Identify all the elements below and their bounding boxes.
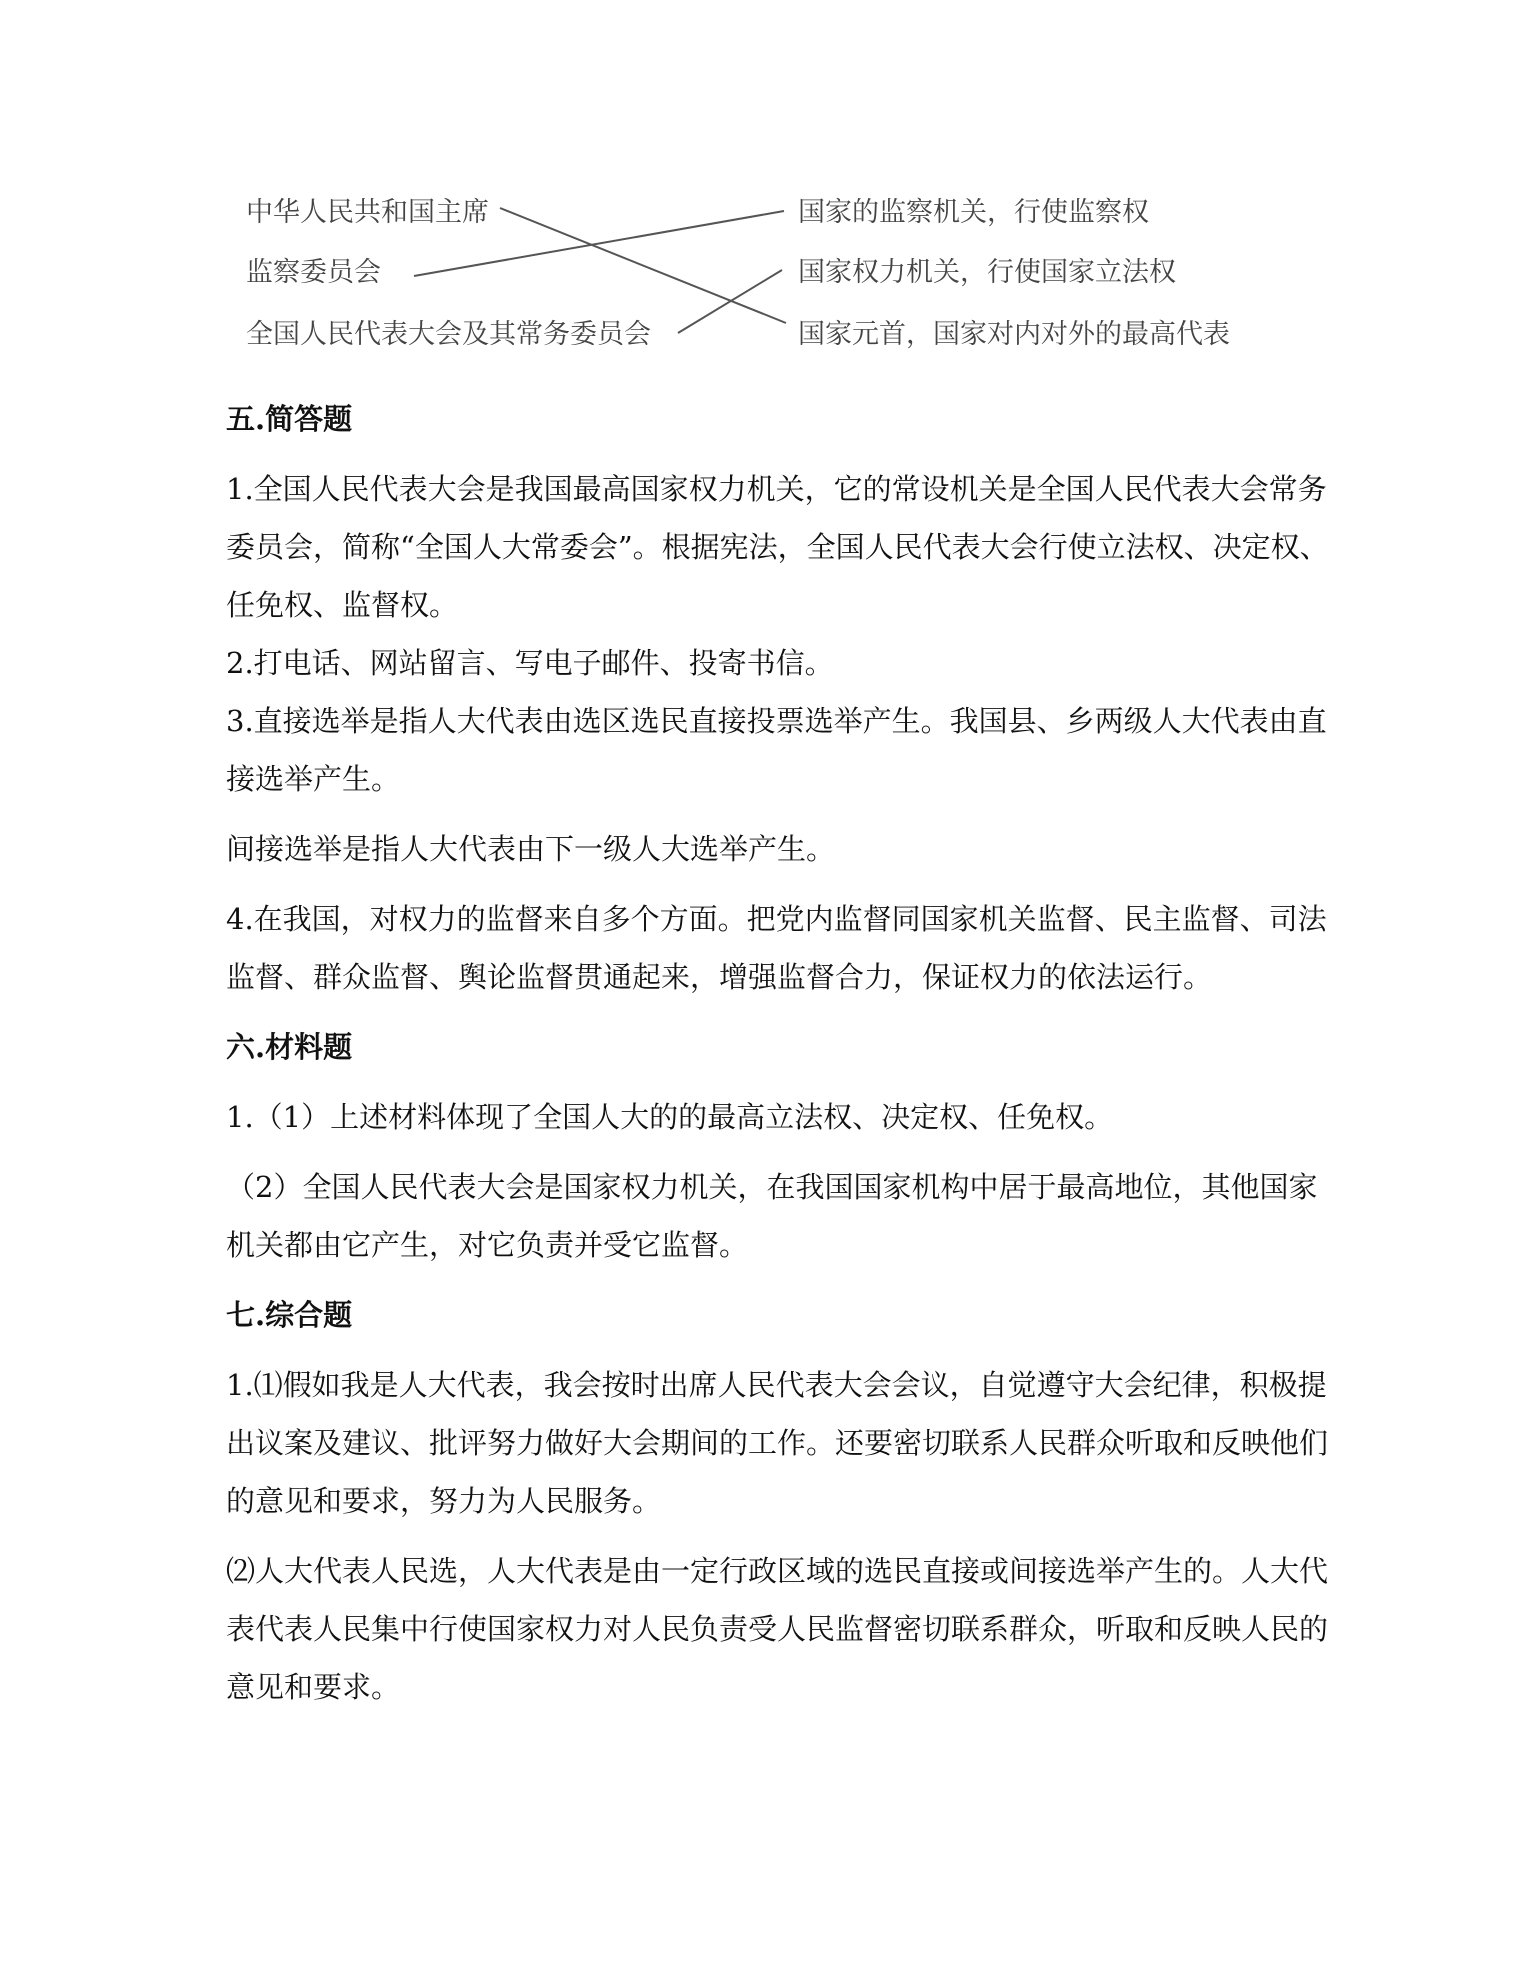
answer-6-2: （2）全国人民代表大会是国家权力机关，在我国国家机构中居于最高地位，其他国家机关都由它产生，对它负责并受它监督。 — [226, 1170, 1318, 1262]
answer-content — [226, 390, 1346, 1716]
match-line-3 — [678, 270, 782, 333]
answer-5-1: 1.全国人民代表大会是我国最高国家权力机关，它的常设机关是全国人民代表大会常务委员会，简称“全国人大常委会”。根据宪法，全国人民代表大会行使立法权、决定权、任免权、监督权。 — [226, 472, 1329, 622]
answer-5-3b: 间接选举是指人大代表由下一级人大选举产生。 — [226, 832, 836, 866]
answer-5-3: 3.直接选举是指人大代表由选区选民直接投票选举产生。我国县、乡两级人大代表由直接选举产生。 — [226, 704, 1327, 796]
section-title-comprehensive: 七.综合题 — [226, 1298, 353, 1332]
section-title-material: 六.材料题 — [226, 1030, 353, 1064]
answer-7-1: 1.⑴假如我是人大代表，我会按时出席人民代表大会会议，自觉遵守大会纪律，积极提出议案及建议、批评努力做好大会期间的工作。还要密切联系人民群众听取和反映他们的意见和要求，努力为人民服务。 — [226, 1368, 1329, 1518]
answer-7-2: ⑵人大代表人民选，人大代表是由一定行政区域的选民直接或间接选举产生的。人大代表代表人民集中行使国家权力对人民负责受人民监督密切联系群众，听取和反映人民的意见和要求。 — [226, 1554, 1329, 1704]
match-line-1 — [500, 208, 786, 323]
match-left-1: 中华人民共和国主席 — [246, 197, 489, 228]
section-title-short-answer: 五.简答题 — [226, 402, 353, 436]
match-left-2: 监察委员会 — [246, 257, 381, 288]
match-right-3: 国家元首，国家对内对外的最高代表 — [798, 319, 1230, 350]
answer-6-1: 1.（1）上述材料体现了全国人大的的最高立法权、决定权、任免权。 — [226, 1100, 1114, 1134]
match-left-3: 全国人民代表大会及其常务委员会 — [246, 319, 651, 350]
matching-figure — [226, 170, 1256, 360]
match-right-1: 国家的监察机关，行使监察权 — [798, 197, 1149, 228]
answer-5-4: 4.在我国，对权力的监督来自多个方面。把党内监督同国家机关监督、民主监督、司法监督、群众监督、舆论监督贯通起来，增强监督合力，保证权力的依法运行。 — [226, 902, 1327, 994]
answer-5-2: 2.打电话、网站留言、写电子邮件、投寄书信。 — [226, 646, 834, 680]
match-right-2: 国家权力机关，行使国家立法权 — [798, 257, 1176, 288]
